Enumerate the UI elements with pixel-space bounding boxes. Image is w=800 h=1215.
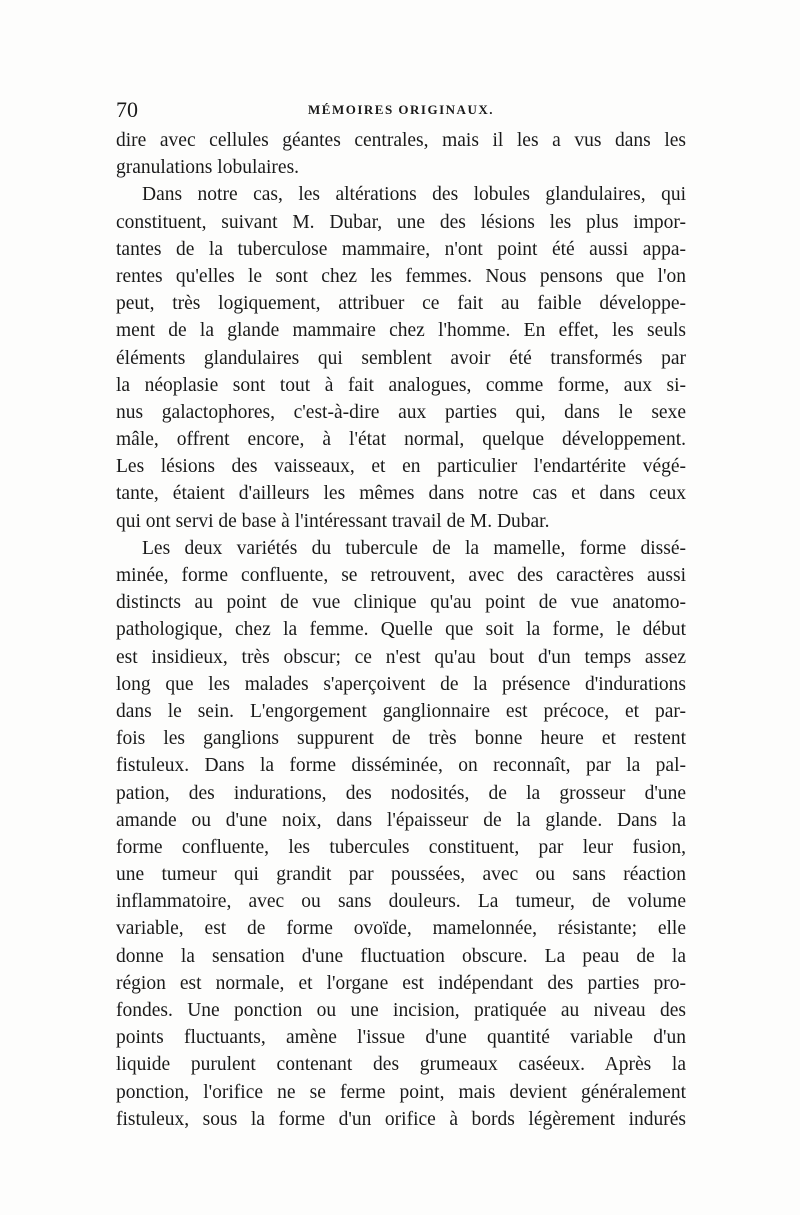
text-line: granulations lobulaires. [116, 157, 300, 179]
page-number: 70 [116, 97, 138, 122]
text-line: distincts au point de vue clinique qu'au point de vue anatomo- [116, 592, 686, 614]
text-line: pation, des indurations, des nodosités, de la grosseur d'une [116, 782, 686, 804]
text-line: mâle, offrent encore, à l'état normal, quelque développement. [116, 429, 686, 451]
text-line: fistuleux. Dans la forme disséminée, on reconnaît, par la pal- [116, 755, 686, 777]
text-line: liquide purulent contenant des grumeaux caséeux. Après la [116, 1054, 686, 1076]
text-line: minée, forme confluente, se retrouvent, avec des caractères aussi [116, 565, 686, 586]
text-line: ment de la glande mammaire chez l'homme. En effet, les seuls [116, 320, 686, 342]
text-line: long que les malades s'aperçoivent de la présence d'indurations [116, 673, 686, 695]
text-line: pathologique, chez la femme. Quelle que soit la forme, le début [116, 619, 686, 641]
text-line: est insidieux, très obscur; ce n'est qu'au bout d'un temps assez [116, 646, 686, 668]
text-line: Les deux variétés du tubercule de la mamelle, forme dissé- [142, 537, 686, 559]
text-line: dans le sein. L'engorgement ganglionnaire est précoce, et par- [116, 700, 686, 722]
text-line: tantes de la tuberculose mammaire, n'ont point été aussi appa- [116, 238, 686, 260]
text-line: fistuleux, sous la forme d'un orifice à bords légèrement indurés [116, 1108, 686, 1130]
text-line: fois les ganglions suppurent de très bonne heure et restent [116, 728, 686, 750]
text-line: une tumeur qui grandit par poussées, avec ou sans réaction [116, 864, 686, 886]
text-line: constituent, suivant M. Dubar, une des lésions les plus impor- [116, 211, 686, 233]
text-line: amande ou d'une noix, dans l'épaisseur de la glande. Dans la [116, 809, 686, 831]
text-line: inflammatoire, avec ou sans douleurs. La tumeur, de volume [116, 891, 686, 913]
text-line: forme confluente, les tubercules constituent, par leur fusion, [116, 836, 686, 858]
text-line: variable, est de forme ovoïde, mamelonnée, résistante; elle [116, 918, 686, 940]
text-line: région est normale, et l'organe est indépendant des parties pro- [116, 972, 686, 994]
text-line: qui ont servi de base à l'intéressant travail de M. Dubar. [116, 510, 550, 532]
page-header [116, 96, 686, 124]
text-line: Les lésions des vaisseaux, et en particulier l'endartérite végé- [116, 456, 686, 478]
text-line: ponction, l'orifice ne se ferme point, mais devient généralement [116, 1081, 686, 1103]
text-line: la néoplasie sont tout à fait analogues, comme forme, aux si- [116, 374, 686, 396]
text-line: peut, très logiquement, attribuer ce fait au faible développe- [116, 293, 686, 315]
text-line: éléments glandulaires qui semblent avoir été transformés par [116, 347, 686, 369]
text-line: fondes. Une ponction ou une incision, pratiquée au niveau des [116, 1000, 686, 1021]
text-line: tante, étaient d'ailleurs les mêmes dans notre cas et dans ceux [116, 483, 686, 505]
text-line: Dans notre cas, les altérations des lobules glandulaires, qui [142, 184, 686, 206]
text-line: nus galactophores, c'est-à-dire aux parties qui, dans le sexe [116, 401, 686, 423]
text-line: dire avec cellules géantes centrales, mais il les a vus dans les [116, 130, 686, 151]
text-line: donne la sensation d'une fluctuation obscure. La peau de la [116, 945, 686, 967]
running-head: MÉMOIRES ORIGINAUX. [308, 102, 494, 117]
text-line: rentes qu'elles le sont chez les femmes. Nous pensons que l'on [116, 265, 686, 287]
body-text [116, 127, 686, 1133]
text-line: points fluctuants, amène l'issue d'une quantité variable d'un [116, 1027, 686, 1049]
